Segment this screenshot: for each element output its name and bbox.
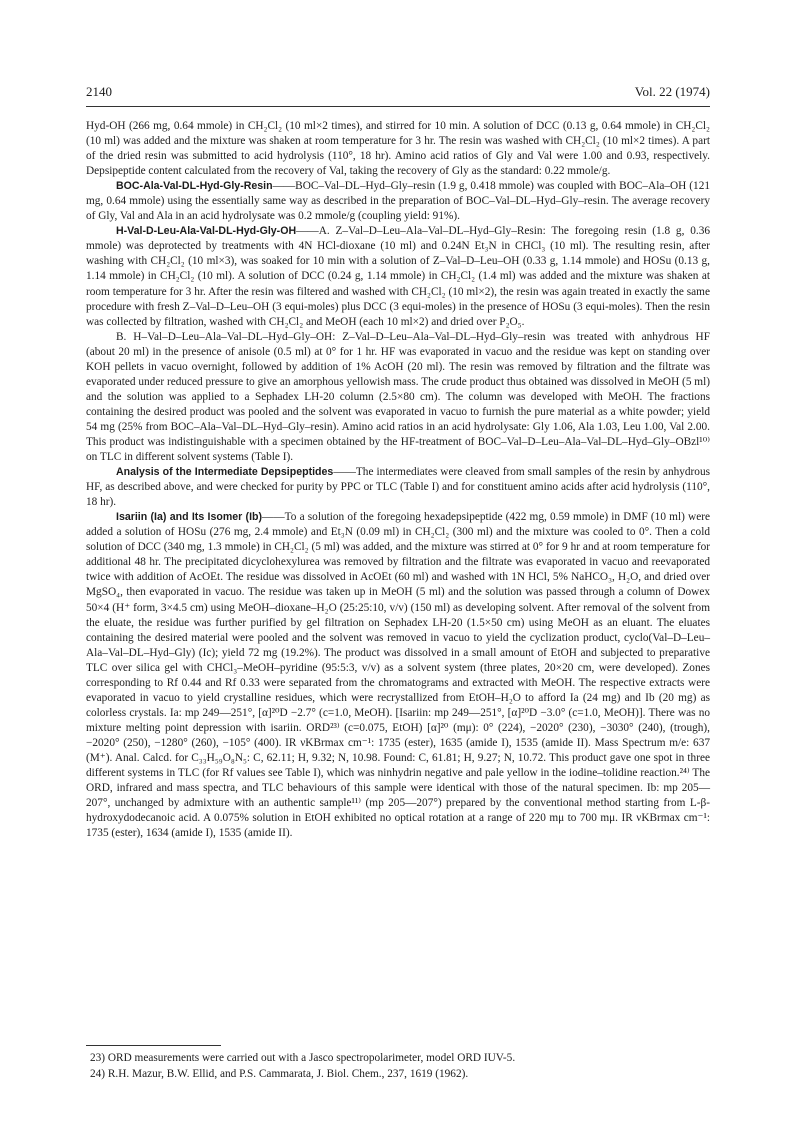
footnote: 23) ORD measurements were carried out with a Jasco spectropolarimeter, model ORD IUV-5. [90,1052,516,1064]
paragraph: Hyd-OH (266 mg, 0.64 mmole) in CH₂Cl₂ (10 ml×2 times), and stirred for 10 min. A solution of DCC (0.13 g, 0.64 mmole) in CH₂Cl₂ (10 ml) was added and the mixture was shaken at room temperature for 3 hr. The resin was washed with CH₂Cl₂ (10 ml×2 times). A part of the dried resin was submitted to acid hydrolysis (110°, 18 hr). Amino acid ratios of Gly and Val were 1.00 and 0.93, respectively. Depsipeptide content calculated from the recovery of Val, taking the recovery of Gly as the standard: 0.22 mmole/g. [86,120,710,178]
footnote-rule [86,1045,221,1046]
paragraph: Isariin (Ia) and Its Isomer (Ib)——To a solution of the foregoing hexadepsipeptide (422 mg, 0.59 mmole) in DMF (10 ml) were added a solution of HOSu (276 mg, 2.4 mmole) and Et₃N (0.09 ml) in CH₂Cl₂ (300 ml) and the mixture was cooled to 0°. Then a cold solution of DCC (340 mg, 1.3 mmole) in CH₂Cl₂ (5 ml) was added, and the mixture was stirred at 0° for 9 hr and at room temperature for additional 48 hr. The precipitated dicyclohexylurea was removed by filtration and the filtrate was evaporated in vacuo and reevaporated twice with addition of AcOEt. The residue was dissolved in AcOEt (60 ml) and washed with 1N HCl, 5% NaHCO₃, H₂O, and dried over MgSO₄, then evaporated in vacuo. The residue was taken up in MeOH (5 ml) and the solution was passed through a column of Dowex 50×4 (H⁺ form, 3×4.5 cm) using MeOH–dioxane–H₂O (25:25:10, v/v) (150 ml) as developing solvent. After removal of the solvent from the eluate, the residue was further purified by gel filtration on Sephadex LH-20 (1.5×50 cm) using MeOH as an eluant. The eluates containing the desired material were pooled and the solvent was removed in vacuo to yield the cyclization product, cyclo(Val–D–Leu–Ala–Val–DL–Hyd–Gly) (Ic); yield 72 mg (19.2%). The product was dissolved in a small amount of EtOH and subjected to preparative TLC over silica gel with CHCl₃–MeOH–pyridine (95:5:3, v/v) as a solvent system (three plates, 20×20 cm, were developed). Zones corresponding to Rf 0.44 and Rf 0.33 were separated from the chromatograms and extracted with MeOH. The respective extracts were evaporated in vacuo to yield crystalline residues, which were recrystallized from EtOH–H₂O to afford Ia (24 mg) and Ib (20 mg) as colorless crystals. Ia: mp 249—251°, [α]²⁰D −2.7° (c=1.0, MeOH). [Isariin: mp 249—251°, [α]²⁰D −3.0° (c=1.0, MeOH)]. There was no mixture melting point depression with isariin. ORD²³⁾ (c=0.075, EtOH) [α]²⁰ (mμ): 0° (224), −2020° (230), −3030° (240), (trough), −2020° (250), −1280° (260), −105° (400). IR νKBrmax cm⁻¹: 1735 (ester), 1635 (amide I), 1535 (amide II). Mass Spectrum m/e: 637 (M⁺). Anal. Calcd. for C₃₃H₅₉O₈N₅: C, 62.11; H, 9.32; N, 10.98. Found: C, 61.81; H, 9.27; N, 10.72. This product gave one spot in three different systems in TLC (for Rf values see Table I), which was ninhydrin negative and pale yellow in the iodine–tolidine reaction.²⁴⁾ The ORD, infrared and mass spectra, and TLC behaviours of this sample were identical with those of the natural specimen. Ib: mp 205—207°, unchanged by admixture with an authentic sample¹¹⁾ (mp 205—207°) prepared by the conventional method starting from L-β-hydroxydodecanoic acid. A 0.075% solution in EtOH exhibited no optical rotation at a range of 220 mμ to 700 mμ. IR νKBrmax cm⁻¹: 1735 (ester), 1634 (amide I), 1535 (amide II). [86,511,710,840]
section-heading: Analysis of the Intermediate Depsipeptides [116,466,334,479]
article-body [86,119,710,841]
section-heading: Isariin (Ia) and Its Isomer (Ib) [116,511,263,524]
paragraph: B. H–Val–D–Leu–Ala–Val–DL–Hyd–Gly–OH: Z–Val–D–Leu–Ala–Val–DL–Hyd–Gly–resin was treated with anhydrous HF (about 20 ml) in the presence of anisole (0.5 ml) at 0° for 1 hr. HF was evaporated in vacuo and the residue was kept on standing over KOH pellets in vacuo overnight, followed by addition of 1% AcOH (20 ml). The resin was removed by filtration and the filtrate was evaporated under reduced pressure to give an amorphous yellowish mass. The crude product thus obtained was dissolved in MeOH (5 ml) and the solution was applied to a Sephadex LH-20 column (2.5×80 cm). The column was developed with MeOH. The fractions containing the desired product was pooled and the solvent was evaporated in vacuo to furnish the pure material as a white powder; yield 54 mg (25% from BOC–Ala–Val–DL–Hyd–Gly–resin). Amino acid ratios in an acid hydrolysate: Gly 1.06, Ala 1.03, Leu 1.00, Val 2.00. This product was indistinguishable with a specimen obtained by the HF-treatment of BOC–Val–D–Leu–Ala–Val–DL–Hyd–Gly–OBzl¹⁰⁾ on TLC in different solvent systems (Table I). [86,330,710,464]
paragraph: Analysis of the Intermediate Depsipeptides——The intermediates were cleaved from small samples of the resin by anhydrous HF, as described above, and were checked for purity by PPC or TLC (Table I) and for constituent amino acids after acid hydrolysis (110°, 18 hr). [86,466,710,509]
running-header [86,84,710,104]
paragraph: BOC-Ala-Val-DL-Hyd-Gly-Resin——BOC–Val–DL–Hyd–Gly–resin (1.9 g, 0.418 mmole) was coupled with BOC–Ala–OH (121 mg, 0.64 mmole) using the essentially same way as described in the preparation of BOC–Val–DL–Hyd–Gly–resin. The average recovery of Gly, Val and Ala in an acid hydrolysate was 0.2 mmole/g (coupling yield: 91%). [86,180,710,223]
footnote: 24) R.H. Mazur, B.W. Ellid, and P.S. Cammarata, J. Biol. Chem., 237, 1619 (1962). [90,1068,469,1080]
journal-volume: Vol. 22 (1974) [634,84,710,99]
section-heading: BOC-Ala-Val-DL-Hyd-Gly-Resin [116,180,273,193]
paragraph: H-Val-D-Leu-Ala-Val-DL-Hyd-Gly-OH——A. Z–Val–D–Leu–Ala–Val–DL–Hyd–Gly–Resin: The foregoing resin (1.8 g, 0.36 mmole) was deprotected by treatments with 4N HCl-dioxane (10 ml) and 0.24N Et₃N in CHCl₃ (10 ml). The resulting resin, after washing with CH₂Cl₂ (10 ml×3), was soaked for 10 min with a solution of Z–Val–D–Leu–OH (0.33 g, 1.14 mmole) and HOSu (0.13 g, 1.14 mmole) in CH₂Cl₂ (10 ml). A solution of DCC (0.24 g, 1.14 mmole) in CH₂Cl₂ (1.4 ml) was added and the mixture was shaken at room temperature for 3 hr. After the resin was filtered and washed with CH₂Cl₂ (10 ml×2), the resin was again treated in exactly the same procedure with fresh Z–Val–D–Leu–OH (3 equi-moles) plus DCC (3 equi-moles) in the presence of HOSu (3 equi-moles). Then the resin was collected by filtration, washed with CH₂Cl₂ and MeOH (each 10 ml×2) and dried over P₂O₅. [86,225,710,328]
footnotes [86,1050,710,1082]
section-heading: H-Val-D-Leu-Ala-Val-DL-Hyd-Gly-OH [116,225,297,238]
page-number: 2140 [86,84,112,99]
header-rule [86,106,710,107]
